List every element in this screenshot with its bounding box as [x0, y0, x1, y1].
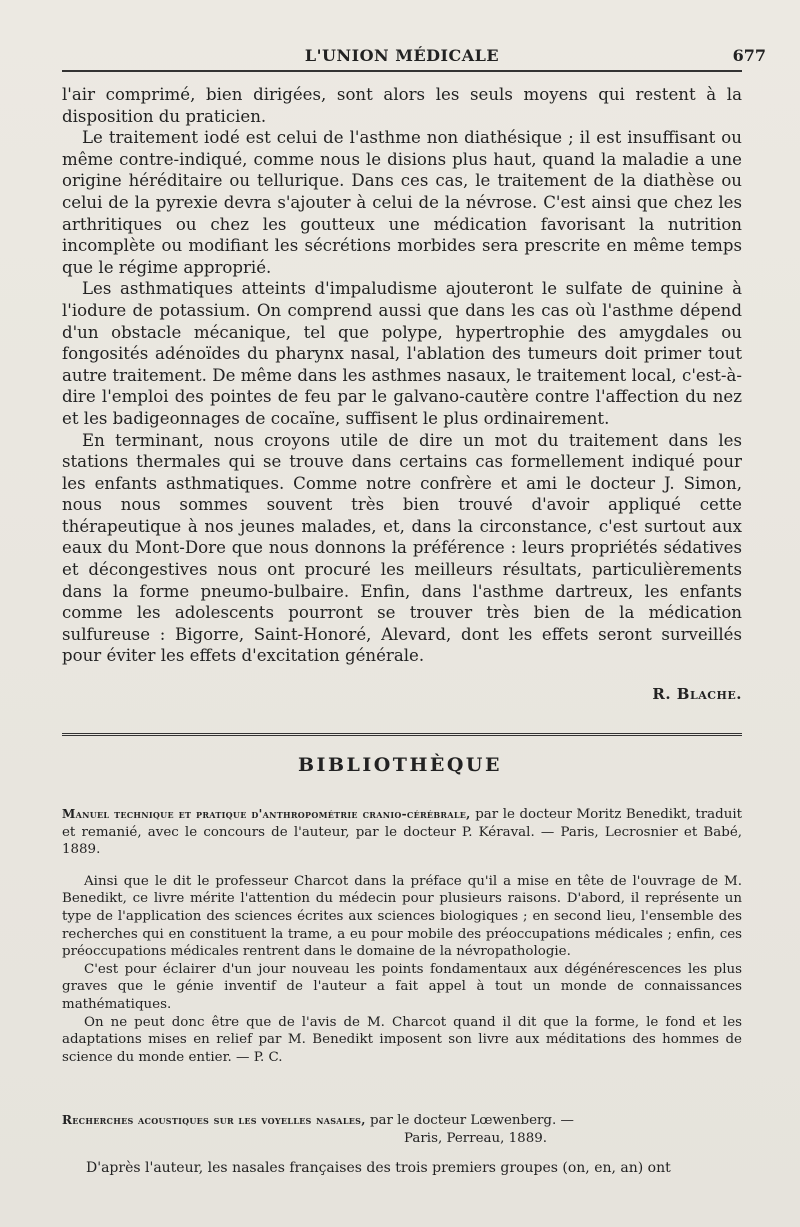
- article-paragraph: Les asthmatiques atteints d'impaludisme ajouteront le sulfate de quinine à l'iodure de potassium. On comprend aussi que dans les cas où l'asthme dépend d'un obstacle mécanique, tel que polype, hypertrophie des amygdales ou fongosités adénoïdes du pharynx nasal, l'ablation des tumeurs doit primer tout autre traitement. De même dans les asthmes nasaux, le traitement local, c'est-à-dire l'emploi des pointes de feu par le galvano-cautère contre l'affection du nez et les badigeonnages de cocaïne, suffisent le plus ordinairement.: [62, 279, 742, 428]
- book-imprint: Paris, Perreau, 1889.: [404, 1131, 547, 1146]
- bibliography-section: [62, 806, 742, 1066]
- book-reference: [62, 1111, 742, 1130]
- section-divider: [62, 733, 742, 736]
- author-signature: R. Blache.: [652, 685, 742, 703]
- article-paragraph: l'air comprimé, bien dirigées, sont alors les seuls moyens qui restent à la disposition du praticien.: [62, 85, 742, 126]
- book-details: par le docteur Moritz Benedikt, traduit et remanié, avec le concours de l'auteur, par le docteur P. Kéraval. — Paris, Lecrosnier et Babé, 1889.: [62, 807, 742, 858]
- book-title: Recherches acoustiques sur les voyelles nasales,: [62, 1113, 366, 1127]
- book-title: Manuel technique et pratique d'anthropométrie cranio-cérébrale,: [62, 807, 471, 821]
- header-rule: [62, 70, 742, 72]
- section-heading: BIBLIOTHÈQUE: [298, 754, 502, 776]
- page-header: [62, 0, 766, 72]
- book-details: par le docteur Lœwenberg. —: [365, 1113, 574, 1128]
- article-paragraph: Le traitement iodé est celui de l'asthme non diathésique ; il est insuffisant ou même contre-indiqué, comme nous le disions plus haut, quand la maladie a une origine héréditaire ou tellurique. Dans ces cas, le traitement de la diathèse ou celui de la pyrexie devra s'ajouter à celui de la névrose. C'est ainsi que chez les arthritiques ou chez les goutteux une médication favorisant la nutrition incomplète ou modifiant les sécrétions morbides sera prescrite en même temps que le régime approprié.: [62, 128, 742, 277]
- review-paragraph: Ainsi que le dit le professeur Charcot dans la préface qu'il a mise en tête de l'ouvrage de M. Benedikt, ce livre mérite l'attention du médecin pour plusieurs raisons. D'abord, il représente un type de l'application des sciences écrites aux sciences biologiques ; en second lieu, l'ensemble des recherches qui en constituent la trame, a eu pour mobile des préoccupations médicales ; enfin, ces préoccupations médicales rentrent dans le domaine de la névropathologie.: [62, 873, 742, 960]
- closing-line: D'après l'auteur, les nasales françaises des trois premiers groupes (on, en, an) ont: [86, 1160, 671, 1176]
- article-body: [62, 84, 742, 667]
- second-book-reference: [62, 1111, 742, 1148]
- review-paragraph: On ne peut donc être que de l'avis de M. Charcot quand il dit que la forme, le fond et les adaptations mises en relief par M. Benedikt imposent son livre aux méditations des hommes de science du monde entier. — P. C.: [62, 1014, 742, 1065]
- book-reference: [62, 806, 742, 859]
- running-title: L'UNION MÉDICALE: [304, 46, 500, 65]
- page-number: 677: [732, 46, 766, 65]
- article-paragraph: En terminant, nous croyons utile de dire un mot du traitement dans les stations thermales qui se trouve dans certains cas formellement indiqué pour les enfants asthmatiques. Comme notre confrère et ami le docteur J. Simon, nous nous sommes souvent très bien trouvé d'avoir appliqué cette thérapeutique à nos jeunes malades, et, dans la circonstance, c'est surtout aux eaux du Mont-Dore que nous donnons la préférence : leurs propriétés sédatives et décongestives nous ont procuré les meilleurs résultats, particulièrements dans la forme pneumo-bulbaire. Enfin, dans l'asthme dartreux, les enfants comme les adolescents pourront se trouver très bien de la médication sulfureuse : Bigorre, Saint-Honoré, Alevard, dont les effets seront surveillés pour éviter les effets d'excitation générale.: [62, 430, 742, 666]
- spacer: [62, 859, 742, 873]
- review-paragraph: C'est pour éclairer d'un jour nouveau les points fondamentaux aux dégénérescences les plus graves que le génie inventif de l'auteur a fait appel à tout un monde de connaissances mathématiques.: [62, 961, 742, 1012]
